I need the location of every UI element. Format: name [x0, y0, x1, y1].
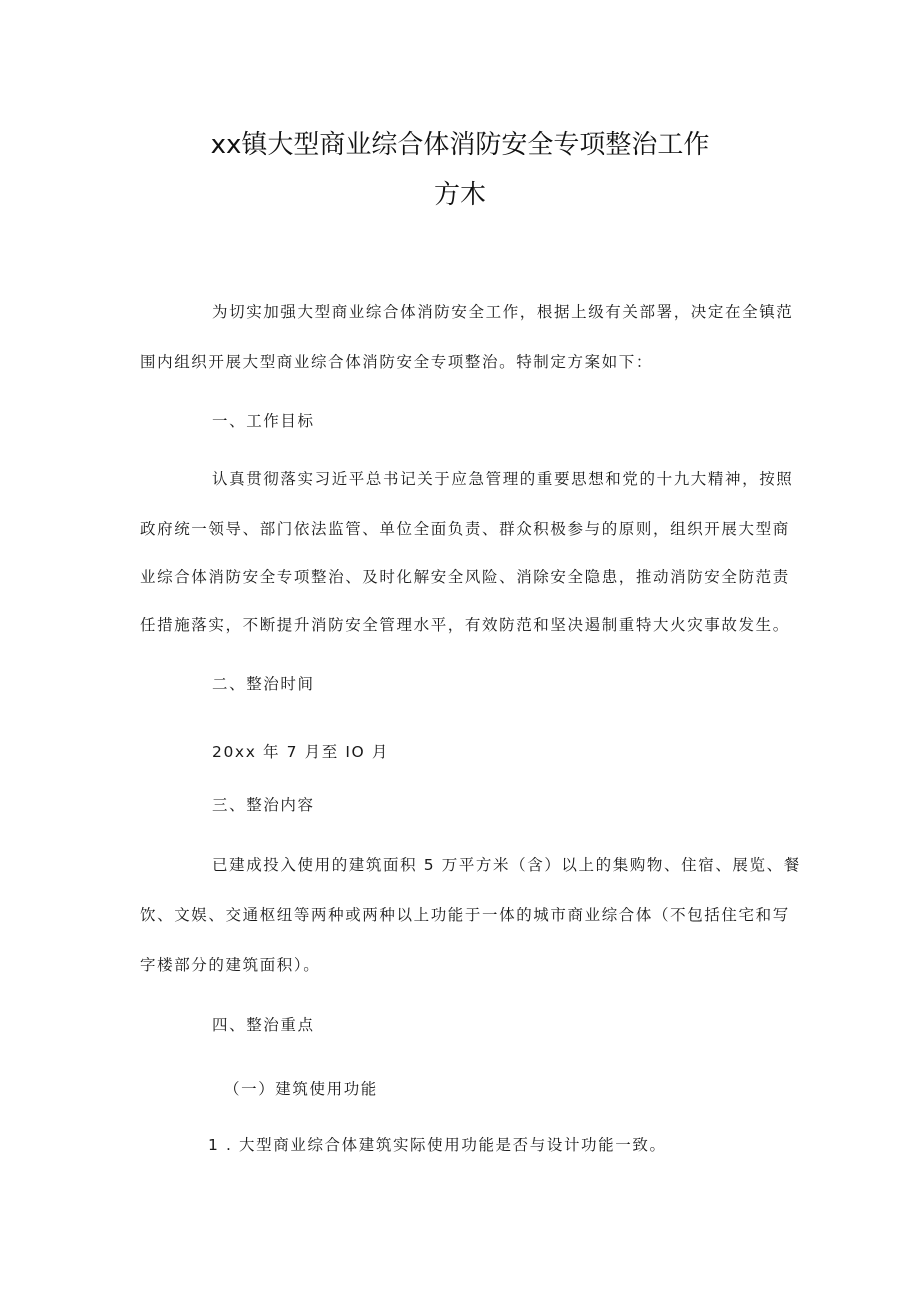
section3-heading: 三、整治内容 [212, 796, 315, 814]
section1-line-4: 任措施落实，不断提升消防安全管理水平，有效防范和坚决遏制重特大火灾事故发生。 [140, 616, 790, 634]
section1-line-3: 业综合体消防安全专项整治、及时化解安全风险、消除安全隐患，推动消防安全防范责 [140, 568, 790, 586]
section3-line-1: 已建成投入使用的建筑面积 5 万平方米（含）以上的集购物、住宿、展览、餐 [212, 856, 801, 874]
section2-line-1: 20xx 年 7 月至 IO 月 [212, 743, 389, 761]
section1-heading: 一、工作目标 [212, 412, 315, 430]
document-title-line1: xx镇大型商业综合体消防安全专项整治工作 [210, 130, 710, 160]
intro-line-1: 为切实加强大型商业综合体消防安全工作，根据上级有关部署，决定在全镇范 [212, 303, 794, 321]
subsection1-heading: （一）建筑使用功能 [224, 1080, 378, 1098]
section3-line-3: 字楼部分的建筑面积）。 [140, 956, 321, 974]
section1-line-2: 政府统一领导、部门依法监管、单位全面负责、群众积极参与的原则，组织开展大型商 [140, 520, 790, 538]
section3-line-2: 饮、文娱、交通枢纽等两种或两种以上功能于一体的城市商业综合体（不包括住宅和写 [140, 906, 790, 924]
section2-heading: 二、整治时间 [212, 675, 315, 693]
section1-line-1: 认真贯彻落实习近平总书记关于应急管理的重要思想和党的十九大精神，按照 [212, 470, 794, 488]
section4-heading: 四、整治重点 [212, 1016, 315, 1034]
document-title-line2: 方木 [433, 180, 486, 210]
intro-line-2: 围内组织开展大型商业综合体消防安全专项整治。特制定方案如下： [140, 353, 654, 371]
item1-text: 1 . 大型商业综合体建筑实际使用功能是否与设计功能一致。 [208, 1136, 667, 1154]
